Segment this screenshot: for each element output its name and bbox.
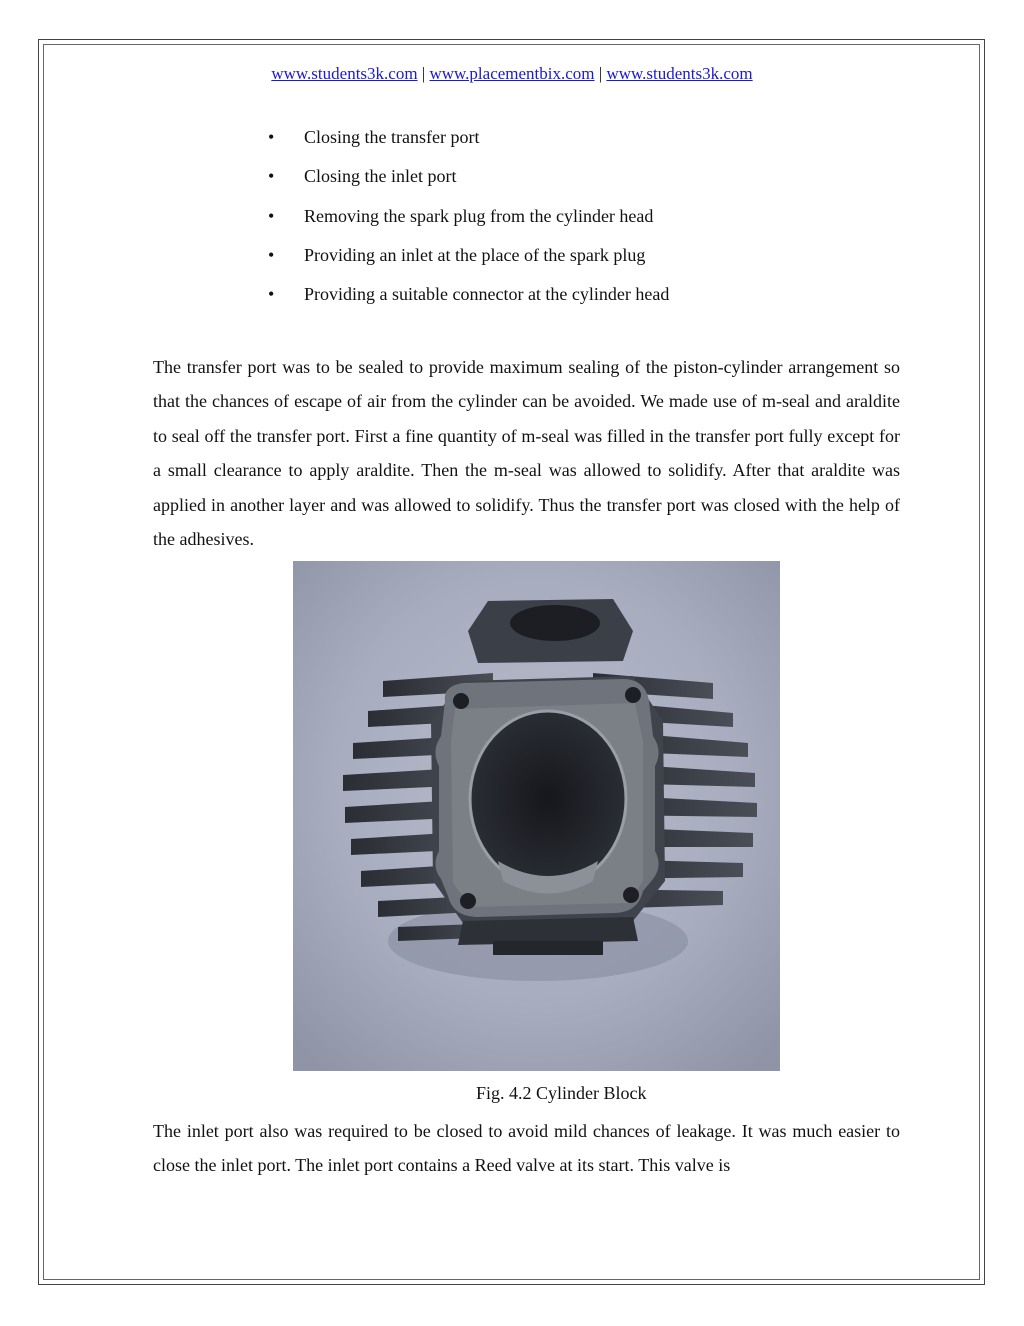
bullet-icon: • <box>268 127 275 147</box>
list-item <box>268 124 669 163</box>
header-link-placementbix[interactable]: www.placementbix.com <box>429 64 595 83</box>
body-paragraph-inlet-port: The inlet port also was required to be closed to avoid mild chances of leakage. It was much easier to close the inlet port. The inlet port contains a Reed valve at its start. This valve is <box>153 1121 900 1176</box>
bullet-icon: • <box>268 284 275 305</box>
list-item <box>268 203 669 242</box>
header-separator: | <box>421 64 426 83</box>
list-item-text: Closing the inlet port <box>304 166 457 187</box>
bullet-list <box>268 124 669 320</box>
list-item <box>268 281 669 320</box>
list-item <box>268 242 669 281</box>
body-paragraph-transfer-port: The transfer port was to be sealed to provide maximum sealing of the piston-cylinder arrangement so that the chances of escape of air from the cylinder can be avoided. We made use of m-seal and araldite to seal off the transfer port. First a fine quantity of m-seal was filled in the transfer port fully except for a small clearance to apply araldite. Then the m-seal was allowed to solidify. After that araldite was applied in another layer and was allowed to solidify. Thus the transfer port was closed with the help of the adhesives. <box>153 357 900 550</box>
list-item <box>268 163 669 202</box>
figure-caption: Fig. 4.2 Cylinder Block <box>476 1083 647 1103</box>
list-item-text: Removing the spark plug from the cylinder head <box>304 205 654 226</box>
list-item-text: Closing the transfer port <box>304 127 480 147</box>
bullet-icon: • <box>268 205 275 226</box>
header-link-students3k-2[interactable]: www.students3k.com <box>606 64 753 83</box>
bullet-icon: • <box>268 244 275 265</box>
list-item-text: Providing a suitable connector at the cylinder head <box>304 284 670 305</box>
page-header <box>0 64 1024 84</box>
list-item-text: Providing an inlet at the place of the spark plug <box>304 244 646 265</box>
cylinder-block-photo <box>293 561 780 1071</box>
header-link-students3k[interactable]: www.students3k.com <box>271 64 418 83</box>
header-separator: | <box>598 64 603 83</box>
bullet-icon: • <box>268 166 275 187</box>
